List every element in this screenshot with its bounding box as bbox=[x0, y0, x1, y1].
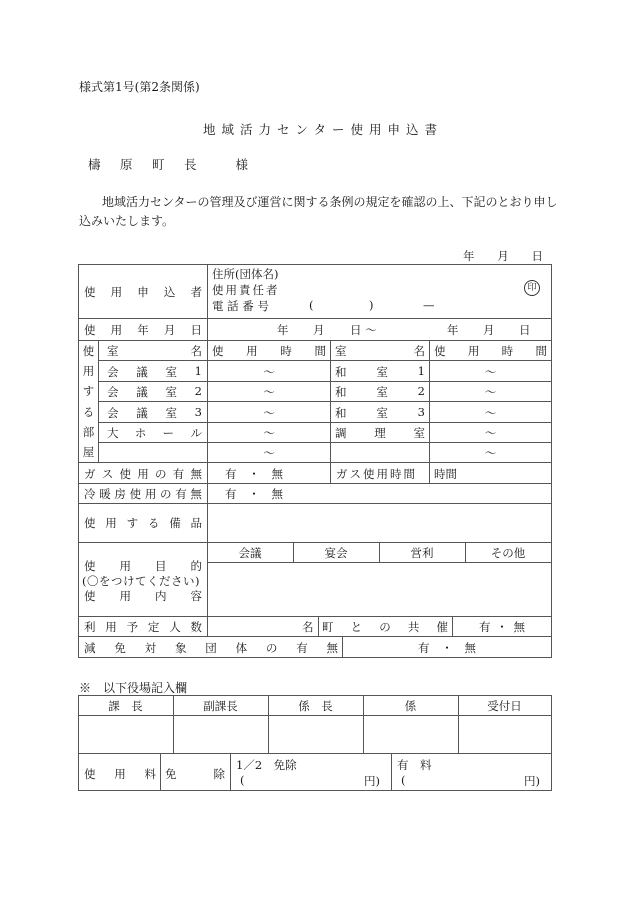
paid-amount-input[interactable] bbox=[410, 772, 520, 787]
divider bbox=[98, 422, 552, 423]
purpose-option-banquet[interactable]: 宴会 bbox=[324, 546, 348, 560]
phone-label: 電 話 番 号 bbox=[212, 299, 269, 313]
aircon-usage-label: 冷 暖 房 使 用 の 有 無 bbox=[84, 487, 202, 501]
divider bbox=[452, 616, 453, 636]
time-input[interactable]: 〜 bbox=[484, 446, 497, 460]
divider bbox=[78, 483, 552, 484]
phone-paren-open: ( bbox=[309, 298, 314, 312]
divider bbox=[78, 636, 552, 637]
phone-dash: — bbox=[423, 298, 435, 312]
col-subsection-chief: 係 長 bbox=[298, 699, 333, 713]
equipment-input[interactable] bbox=[209, 505, 550, 540]
phone-paren-close: ) bbox=[369, 298, 374, 312]
paid-yen-close: 円) bbox=[524, 774, 540, 788]
divider bbox=[78, 503, 552, 504]
fee-label: 使 用 料 bbox=[84, 767, 156, 781]
responsible-person-label: 使用責任者 bbox=[212, 283, 280, 297]
application-date: 年 月 日 bbox=[463, 249, 543, 263]
seal-mark: 印 bbox=[524, 280, 540, 296]
room-main-hall[interactable]: 大 ホ ー ル bbox=[107, 426, 202, 440]
cohost-choice[interactable]: 有 ・ 無 bbox=[479, 620, 525, 634]
room-other-input[interactable] bbox=[332, 443, 428, 461]
fee-half-exempt-option[interactable]: 1／2 免除 bbox=[236, 758, 297, 772]
divider bbox=[160, 753, 161, 791]
divider bbox=[318, 616, 319, 636]
gas-usage-label: ガ ス 使 用 の 有 無 bbox=[84, 467, 202, 481]
divider bbox=[78, 340, 552, 341]
paid-paren-open: ( bbox=[401, 773, 406, 787]
room-japanese-3[interactable]: 和 室 3 bbox=[335, 405, 425, 420]
form-number: 様式第1号(第2条関係) bbox=[79, 80, 200, 94]
usage-content-input[interactable] bbox=[209, 564, 550, 614]
time-input[interactable]: 〜 bbox=[263, 406, 275, 420]
divider bbox=[98, 381, 552, 382]
to-year: 年 bbox=[447, 323, 459, 337]
divider bbox=[98, 401, 552, 402]
stamp-box[interactable] bbox=[364, 716, 457, 752]
purpose-option-other[interactable]: その他 bbox=[490, 546, 526, 560]
col-received-date: 受付日 bbox=[487, 699, 522, 713]
address-label: 住所(団体名) bbox=[212, 267, 279, 281]
purpose-option-commercial[interactable]: 営利 bbox=[410, 546, 434, 560]
room-name-header: 室 名 bbox=[335, 344, 425, 358]
gas-time-input[interactable] bbox=[430, 464, 550, 482]
gas-time-unit: 時間 bbox=[434, 467, 457, 481]
divider bbox=[207, 562, 552, 563]
room-japanese-1[interactable]: 和 室 1 bbox=[335, 364, 425, 379]
room-conference-3[interactable]: 会 議 室 3 bbox=[107, 405, 202, 420]
divider bbox=[98, 360, 552, 361]
page-title: 地域活力センター使用申込書 bbox=[203, 122, 444, 137]
phone-input[interactable] bbox=[316, 298, 476, 312]
usage-time-header: 使 用 時 間 bbox=[212, 344, 326, 358]
fee-exempt-option[interactable]: 免 除 bbox=[165, 767, 225, 781]
divider bbox=[78, 753, 552, 754]
col-staff: 係 bbox=[404, 699, 417, 713]
time-input[interactable]: 〜 bbox=[484, 365, 497, 379]
room-japanese-2[interactable]: 和 室 2 bbox=[335, 384, 425, 399]
usage-date-input[interactable] bbox=[210, 320, 550, 338]
cohost-label: 町 と の 共 催 bbox=[322, 620, 448, 634]
equipment-label: 使 用 す る 備 品 bbox=[84, 516, 202, 530]
half-amount-input[interactable] bbox=[248, 772, 360, 787]
purpose-label: 使 用 目 的 bbox=[84, 559, 202, 573]
time-input[interactable]: 〜 bbox=[263, 446, 275, 460]
usage-time-header: 使 用 時 間 bbox=[434, 344, 547, 358]
time-input[interactable]: 〜 bbox=[263, 385, 275, 399]
col-section-chief: 課 長 bbox=[108, 699, 143, 713]
time-input[interactable]: 〜 bbox=[484, 426, 497, 440]
usage-content-label: 使 用 内 容 bbox=[84, 589, 202, 603]
room-conference-1[interactable]: 会 議 室 1 bbox=[107, 364, 202, 379]
divider bbox=[98, 340, 99, 462]
time-input[interactable]: 〜 bbox=[484, 406, 497, 420]
col-deputy-chief: 副課長 bbox=[203, 699, 238, 713]
time-input[interactable]: 〜 bbox=[263, 426, 275, 440]
reduction-choice[interactable]: 有 ・ 無 bbox=[418, 641, 476, 655]
intro-text-line1: 地域活力センターの管理及び運営に関する条例の規定を確認の上、下記のとおり申し bbox=[102, 195, 558, 209]
divider bbox=[78, 616, 552, 617]
divider bbox=[78, 318, 552, 319]
half-yen-close: 円) bbox=[364, 774, 380, 788]
to-day: 日 bbox=[519, 323, 531, 337]
attendance-input[interactable] bbox=[209, 618, 299, 635]
intro-text-line2: 込みいたします。 bbox=[79, 214, 175, 228]
half-paren-open: ( bbox=[240, 773, 245, 787]
addressee: 檮 原 町 長 様 bbox=[88, 157, 248, 172]
divider bbox=[230, 753, 231, 791]
stamp-box[interactable] bbox=[79, 716, 172, 752]
divider bbox=[78, 542, 552, 543]
attendance-unit: 名 bbox=[302, 620, 314, 634]
office-use-heading: ※ 以下役場記入欄 bbox=[79, 681, 188, 695]
address-input[interactable] bbox=[300, 266, 545, 280]
fee-paid-option[interactable]: 有 料 bbox=[397, 758, 432, 772]
gas-time-label: ガス使用時間 bbox=[336, 467, 417, 481]
room-name-header: 室 名 bbox=[107, 344, 202, 358]
room-cooking[interactable]: 調 理 室 bbox=[335, 426, 425, 440]
time-input[interactable]: 〜 bbox=[484, 385, 497, 399]
divider bbox=[78, 462, 552, 463]
from-day: 日 〜 bbox=[350, 323, 377, 337]
reduction-label: 減 免 対 象 団 体 の 有 無 bbox=[84, 641, 338, 655]
room-other-input[interactable] bbox=[100, 443, 206, 461]
from-month: 月 bbox=[313, 323, 325, 337]
divider bbox=[391, 753, 392, 791]
gas-usage-choice[interactable]: 有 ・ 無 bbox=[225, 467, 283, 481]
purpose-option-meeting[interactable]: 会議 bbox=[238, 546, 262, 560]
rooms-side-label: 使 用 す る 部 屋 bbox=[82, 344, 95, 459]
applicant-label: 使 用 申 込 者 bbox=[84, 285, 202, 299]
divider bbox=[330, 340, 331, 483]
divider bbox=[342, 636, 343, 658]
room-conference-2[interactable]: 会 議 室 2 bbox=[107, 384, 202, 399]
stamp-box[interactable] bbox=[174, 716, 267, 752]
aircon-usage-choice[interactable]: 有 ・ 無 bbox=[225, 487, 283, 501]
purpose-instruction: (〇をつけてください) bbox=[82, 574, 200, 588]
stamp-box[interactable] bbox=[269, 716, 362, 752]
time-input[interactable]: 〜 bbox=[263, 365, 275, 379]
attendance-label: 利 用 予 定 人 数 bbox=[84, 620, 202, 634]
from-year: 年 bbox=[277, 323, 289, 337]
to-month: 月 bbox=[483, 323, 495, 337]
usage-date-label: 使 用 年 月 日 bbox=[84, 323, 202, 337]
responsible-person-input[interactable] bbox=[290, 282, 515, 296]
received-date-box[interactable] bbox=[459, 716, 551, 752]
